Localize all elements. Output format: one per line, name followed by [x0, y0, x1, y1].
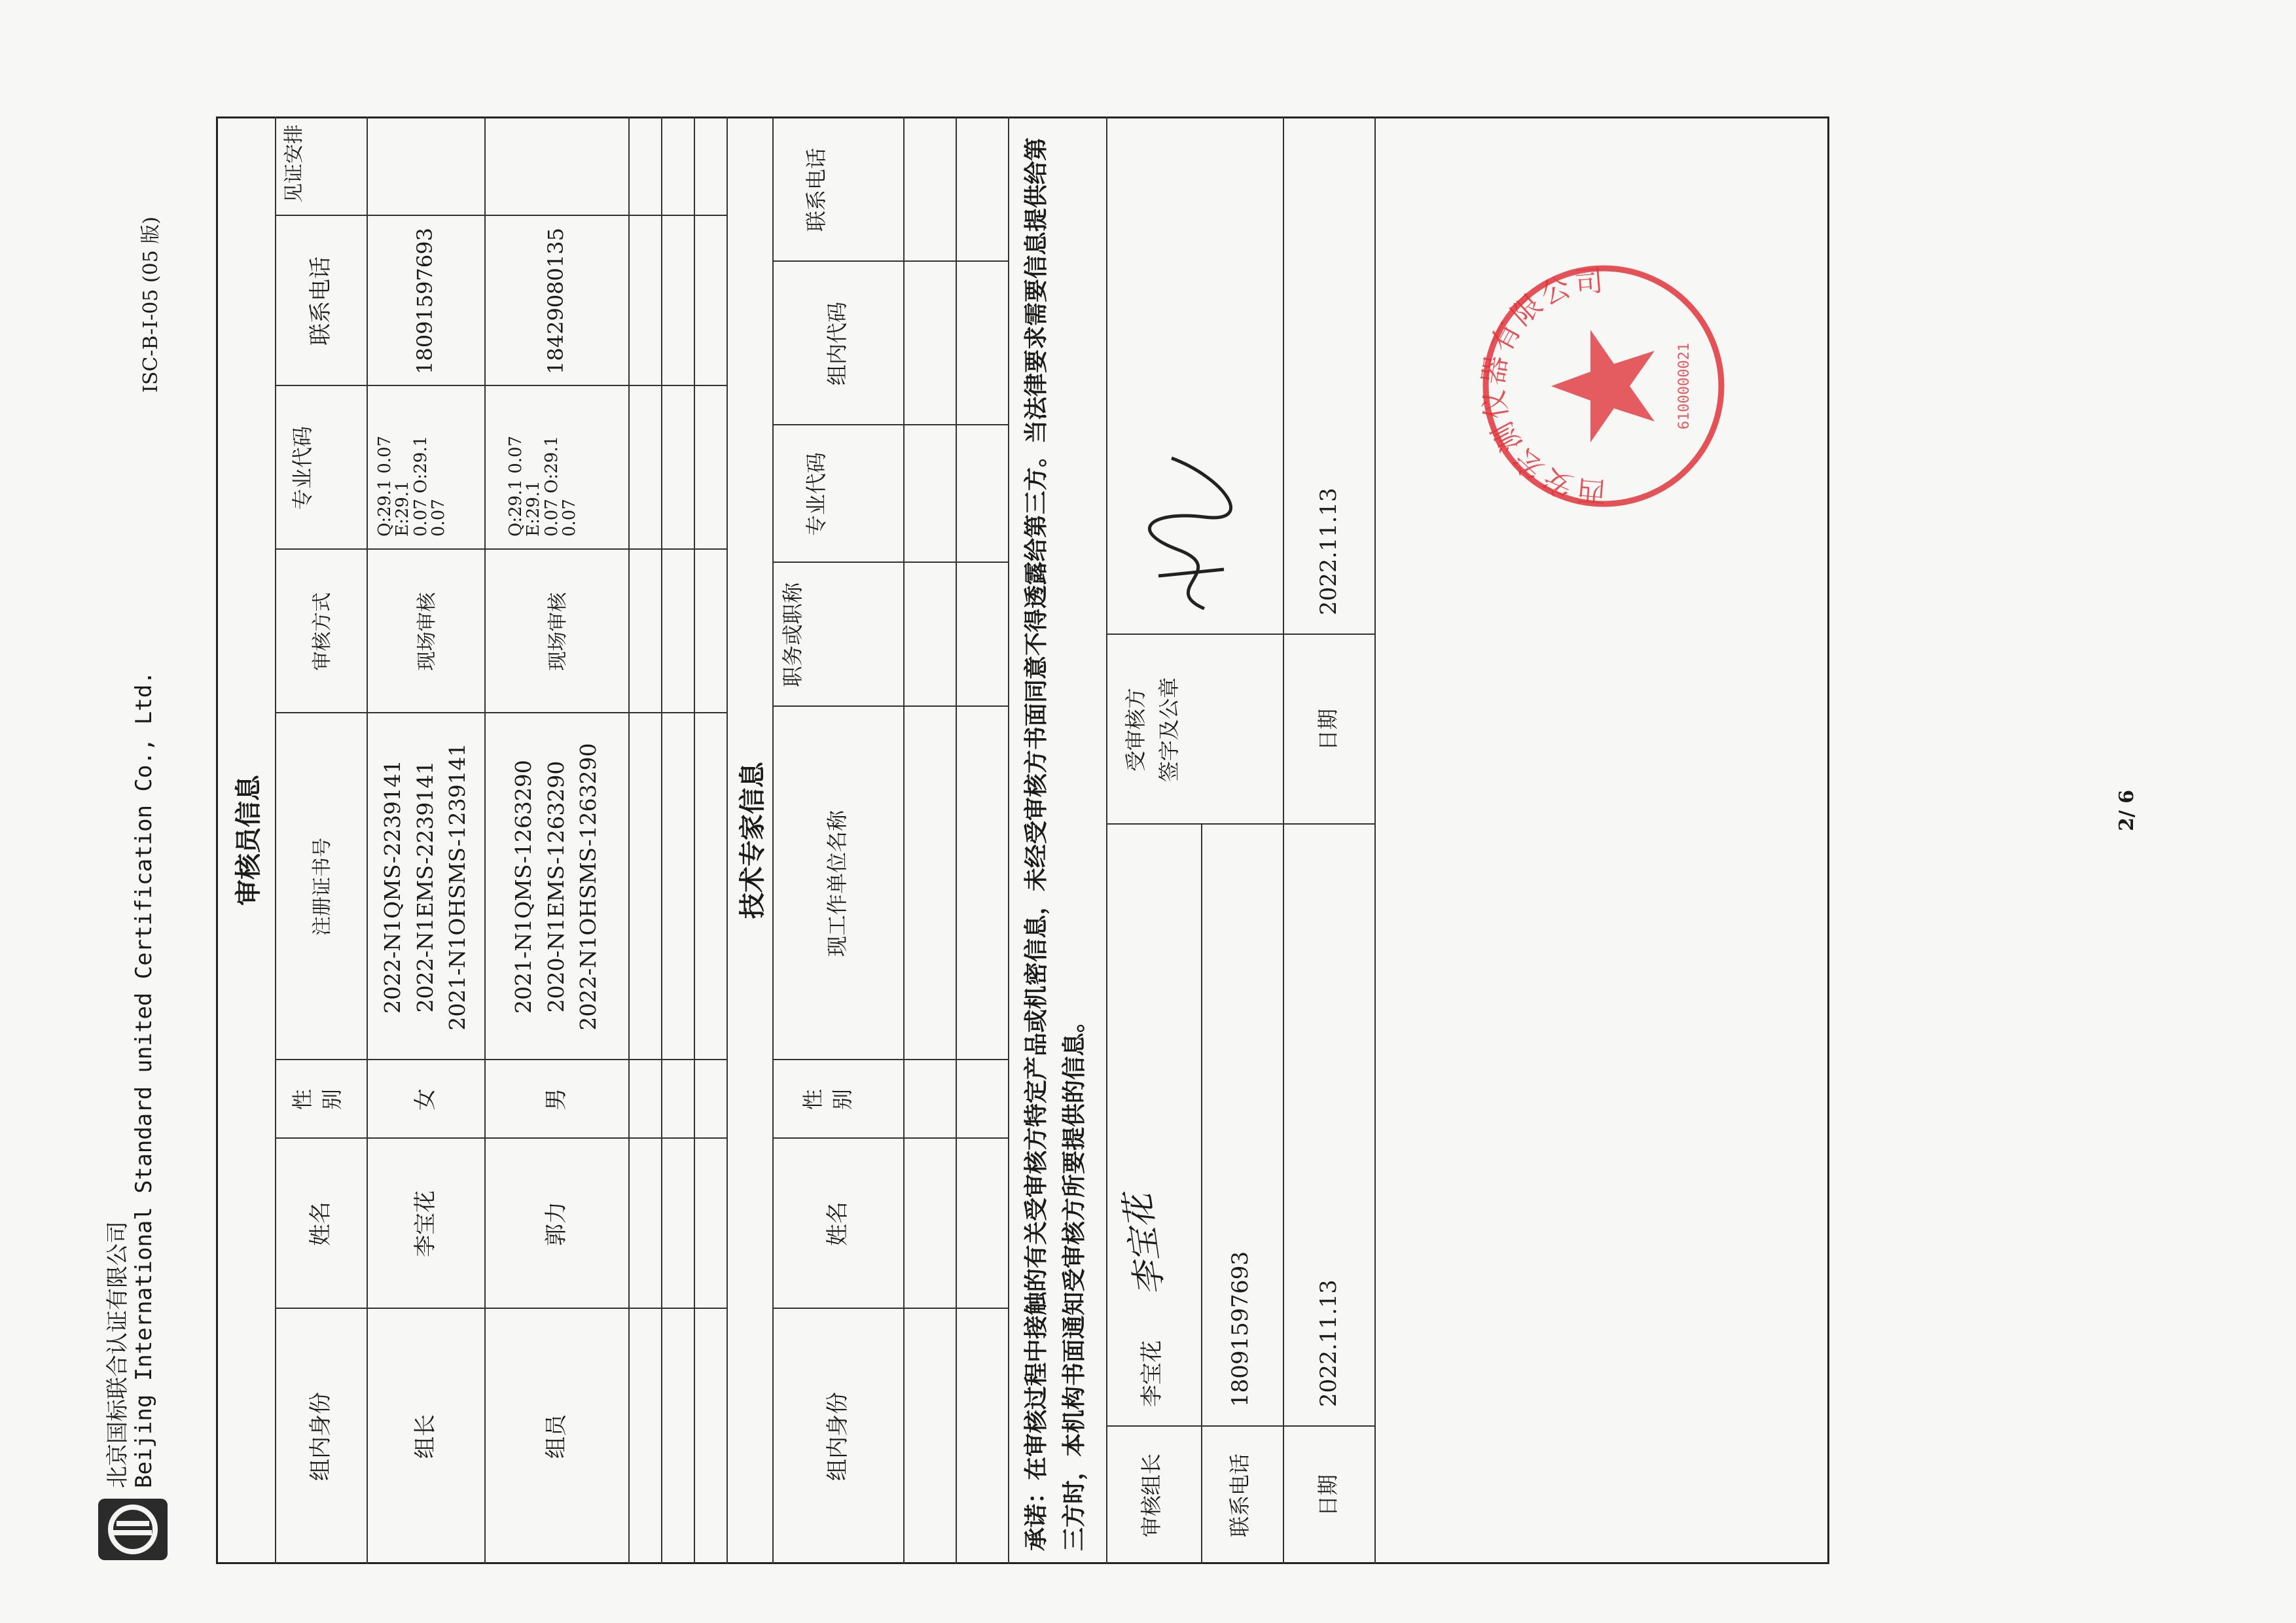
code-line: Q:29.1 — [506, 479, 526, 537]
date-value: 2022.11.13 — [1316, 1279, 1342, 1407]
phone-label: 联系电话 — [1227, 1454, 1252, 1538]
expert-col-name: 姓名 — [825, 1202, 851, 1246]
company-name-cn: 北京国标联合认证有限公司 — [105, 1221, 131, 1488]
auditor-section-title: 审核员信息 — [234, 775, 264, 906]
svg-text:西安宏测仪器有限公司: 西安宏测仪器有限公司 — [1476, 264, 1607, 508]
commitment-text: 承诺：在审核过程中接触的有关受审核方特定产品或机密信息，未经受审核方书面同意不得透露给第三方。当法律要求需要信息提供给第三方时，本机构书面通知受审核方所要提供的信息。 — [1023, 137, 1088, 1551]
row1-method: 现场审核 — [416, 592, 439, 671]
row1-role: 组长 — [412, 1414, 439, 1459]
col-gender-header: 性别 — [290, 1089, 344, 1111]
row2-role: 组员 — [543, 1414, 569, 1459]
auditee-signature-icon — [1132, 445, 1237, 615]
col-role-header: 组内身份 — [308, 1392, 334, 1481]
leader-name: 李宝花 — [1139, 1340, 1165, 1407]
cert-line: 2022-N1OHSMS-1263290 — [575, 743, 601, 1031]
leader-signature: 李宝花 — [1118, 1191, 1172, 1298]
auditee-date-value: 2022.11.13 — [1316, 488, 1342, 615]
row2-phone: 18429080135 — [543, 228, 568, 374]
sign-label-line: 签字及公章 — [1157, 677, 1182, 783]
expert-col-code: 专业代码 — [804, 452, 829, 537]
code-line: 0.07 — [559, 499, 579, 537]
code-line: E:29.1 — [524, 480, 544, 537]
col-method-header: 审核方式 — [311, 592, 334, 671]
leader-label: 审核组长 — [1139, 1454, 1164, 1538]
expert-col-role: 组内身份 — [825, 1392, 851, 1481]
auditee-label — [1119, 635, 1186, 825]
cert-line: 2020-N1EMS-1263290 — [543, 760, 569, 1013]
row2-name: 郭力 — [543, 1202, 569, 1246]
cert-line: 2022-N1QMS-2239141 — [380, 760, 405, 1014]
company-seal-icon — [1473, 255, 1734, 517]
col-witness-header: 见证安排 — [283, 124, 306, 203]
code-line: 0.07 — [375, 435, 395, 474]
code-line: E:29.1 — [393, 480, 413, 537]
expert-col-gender: 性别 — [800, 1089, 855, 1111]
col-code-header: 专业代码 — [290, 426, 315, 510]
code-line: 0.07 — [506, 435, 526, 474]
company-name-en: Beijing International Standard united Certification Co., Ltd. — [131, 671, 157, 1488]
expert-col-employer: 现工作单位名称 — [825, 810, 850, 957]
col-name-header: 姓名 — [308, 1202, 334, 1246]
date-label: 日期 — [1316, 1474, 1340, 1517]
col-cert-header: 注册证书号 — [311, 838, 334, 936]
code-line: 0.07 — [541, 499, 562, 537]
col-phone-header: 联系电话 — [308, 257, 334, 346]
svg-text:6100000021: 6100000021 — [1676, 342, 1693, 430]
cert-line: 2021-N1OHSMS-1239141 — [444, 743, 470, 1031]
phone-value: 18091597693 — [1227, 1251, 1253, 1407]
form-code: ISC-B-I-05 (05 版) — [139, 216, 162, 393]
auditee-label-line: 受审核方 — [1123, 688, 1148, 772]
code-line: Q:29.1 — [375, 479, 395, 537]
expert-col-group-code: 组内代码 — [825, 302, 850, 386]
auditee-date-label: 日期 — [1316, 709, 1340, 751]
row1-name: 李宝花 — [412, 1190, 439, 1257]
cert-line: 2022-N1EMS-2239141 — [412, 760, 438, 1013]
row1-codes — [376, 393, 448, 537]
company-logo-icon — [97, 1497, 169, 1561]
expert-col-title: 职务或职称 — [780, 582, 805, 687]
expert-col-phone: 联系电话 — [804, 148, 829, 232]
row2-gender: 男 — [543, 1088, 569, 1111]
code-line: 0.07 — [410, 499, 431, 537]
row2-certs — [507, 713, 605, 1060]
row2-codes — [507, 393, 579, 537]
code-line: O:29.1 — [410, 435, 431, 493]
row2-method: 现场审核 — [547, 592, 569, 671]
expert-section-title: 技术专家信息 — [738, 762, 768, 919]
page-number: 2/ 6 — [2115, 789, 2138, 831]
cert-line: 2021-N1QMS-1263290 — [511, 760, 536, 1014]
code-line: O:29.1 — [541, 435, 562, 493]
code-line: 0.07 — [428, 499, 448, 537]
row1-gender: 女 — [412, 1088, 439, 1111]
row1-certs — [376, 713, 474, 1060]
row1-phone: 18091597693 — [412, 228, 437, 374]
